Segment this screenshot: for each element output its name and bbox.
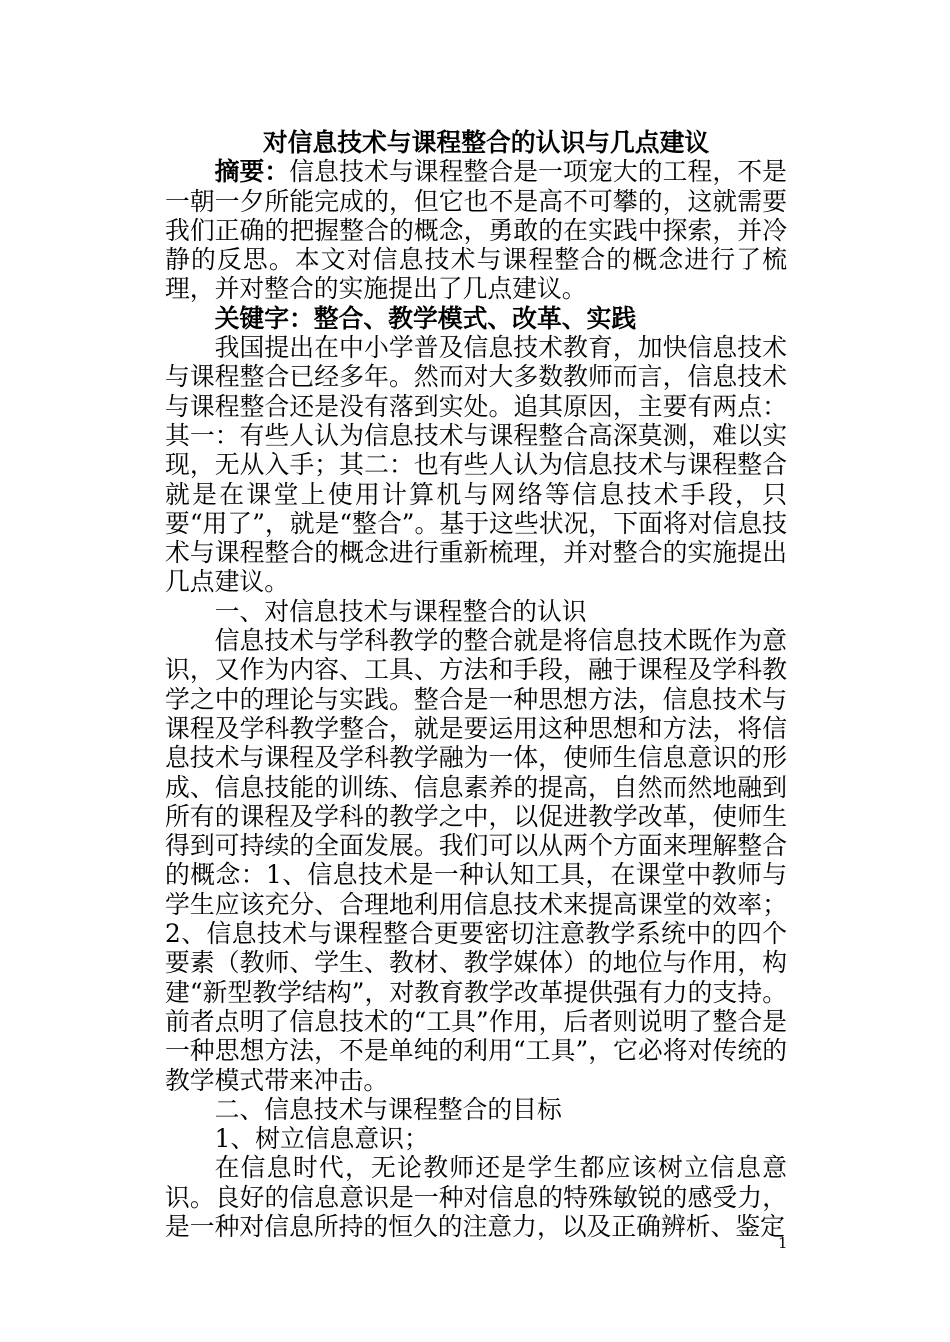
- intro-paragraph: 我国提出在中小学普及信息技术教育，加快信息技术与课程整合已经多年。然而对大多数教师而言，信息技术与课程整合还是没有落到实处。追其原因，主要有两点：其一：有些人认为信息技术与课程整合高深莫测，难以实现，无从入手；其二：也有些人认为信息技术与课程整合就是在课堂上使用计算机与网络等信息技术手段，只要“用了”，就是“整合”。基于这些状况，下面将对信息技术与课程整合的概念进行重新梳理，并对整合的实施提出几点建议。: [165, 333, 787, 597]
- section1-paragraph: 信息技术与学科教学的整合就是将信息技术既作为意识，又作为内容、工具、方法和手段，融于课程及学科教学之中的理论与实践。整合是一种思想方法，信息技术与课程及学科教学整合，就是要运用这种思想和方法，将信息技术与课程及学科教学融为一体，使师生信息意识的形成、信息技能的训练、信息素养的提高，自然而然地融到所有的课程及学科的教学之中，以促进教学改革，使师生得到可持续的全面发展。我们可以从两个方面来理解整合的概念：1、信息技术是一种认知工具，在课堂中教师与学生应该充分、合理地利用信息技术来提高课堂的效率；2、信息技术与课程整合更要密切注意教学系统中的四个要素（教师、学生、教材、教学媒体）的地位与作用，构建“新型教学结构”，对教育教学改革提供强有力的支持。前者点明了信息技术的“工具”作用，后者则说明了整合是一种思想方法，不是单纯的利用“工具”，它必将对传统的教学模式带来冲击。: [165, 626, 787, 1095]
- section2-heading: 二、信息技术与课程整合的目标: [214, 1094, 562, 1124]
- section1-heading: 一、对信息技术与课程整合的认识: [214, 596, 587, 626]
- abstract-text: 信息技术与课程整合是一项宠大的工程，不是一朝一夕所能完成的，但它也不是高不可攀的，这就需要我们正确的把握整合的概念，勇敢的在实践中探索，并冷静的反思。本文对信息技术与课程整合的概念进行了梳理，并对整合的实施提出了几点建议。: [165, 157, 787, 304]
- abstract-paragraph: [165, 157, 787, 303]
- document-body: [165, 128, 787, 1241]
- document-title: 对信息技术与课程整合的认识与几点建议: [262, 128, 710, 157]
- subsection1-heading: 1、树立信息意识；: [214, 1124, 429, 1154]
- page-number: 1: [778, 1234, 788, 1252]
- keywords-line: 关键字：整合、教学模式、改革、实践: [214, 303, 637, 333]
- subsection1-paragraph: 在信息时代，无论教师还是学生都应该树立信息意识。良好的信息意识是一种对信息的特殊敏锐的感受力，是一种对信息所持的恒久的注意力，以及正确辨析、鉴定: [165, 1153, 787, 1241]
- abstract-label: 摘要：: [214, 157, 290, 187]
